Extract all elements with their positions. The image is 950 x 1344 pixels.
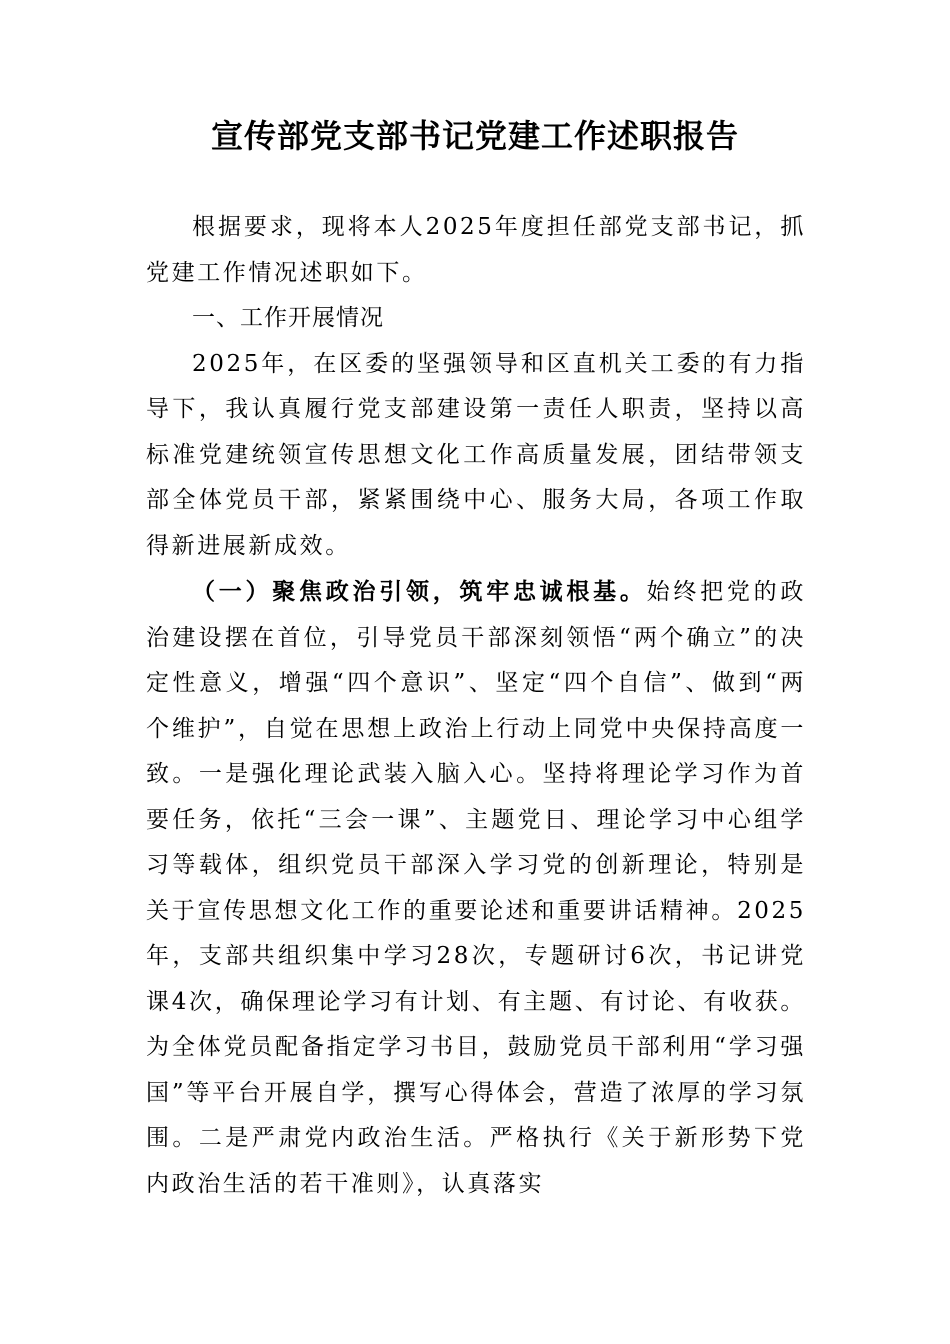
subsection-paragraph bbox=[146, 569, 806, 1207]
intro-paragraph: 根据要求，现将本人2025年度担任部党支部书记，抓党建工作情况述职如下。 bbox=[146, 214, 806, 286]
section-heading: 一、工作开展情况 bbox=[192, 305, 384, 331]
subsection-text: 始终把党的政治建设摆在首位，引导党员干部深刻领悟“两个确立”的决定性意义，增强“四个意识”、坚定“四个自信”、做到“两个维护”，自觉在思想上政治上行动上同党中央保持高度一致。一是强化理论武装入脑入心。坚持将理论学习作为首要任务，依托“三会一课”、主题党日、理论学习中心组学习等载体，组织党员干部深入学习党的创新理论，特别是关于宣传思想文化工作的重要论述和重要讲话精神。2025年，支部共组织集中学习28次，专题研讨6次，书记讲党课4次，确保理论学习有计划、有主题、有讨论、有收获。为全体党员配备指定学习书目，鼓励党员干部利用“学习强国”等平台开展自学，撰写心得体会，营造了浓厚的学习氛围。二是严肃党内政治生活。严格执行《关于新形势下党内政治生活的若干准则》，认真落实 bbox=[146, 579, 806, 1197]
document-body bbox=[146, 205, 806, 1207]
document-title: 宣传部党支部书记党建工作述职报告 bbox=[210, 117, 739, 155]
subsection-lead: （一）聚焦政治引领，筑牢忠诚根基。 bbox=[192, 578, 647, 605]
section-paragraph: 2025年，在区委的坚强领导和区直机关工委的有力指导下，我认真履行党支部建设第一责任人职责，坚持以高标准党建统领宣传思想文化工作高质量发展，团结带领支部全体党员干部，紧紧围绕中心、服务大局，各项工作取得新进展新成效。 bbox=[146, 350, 806, 559]
